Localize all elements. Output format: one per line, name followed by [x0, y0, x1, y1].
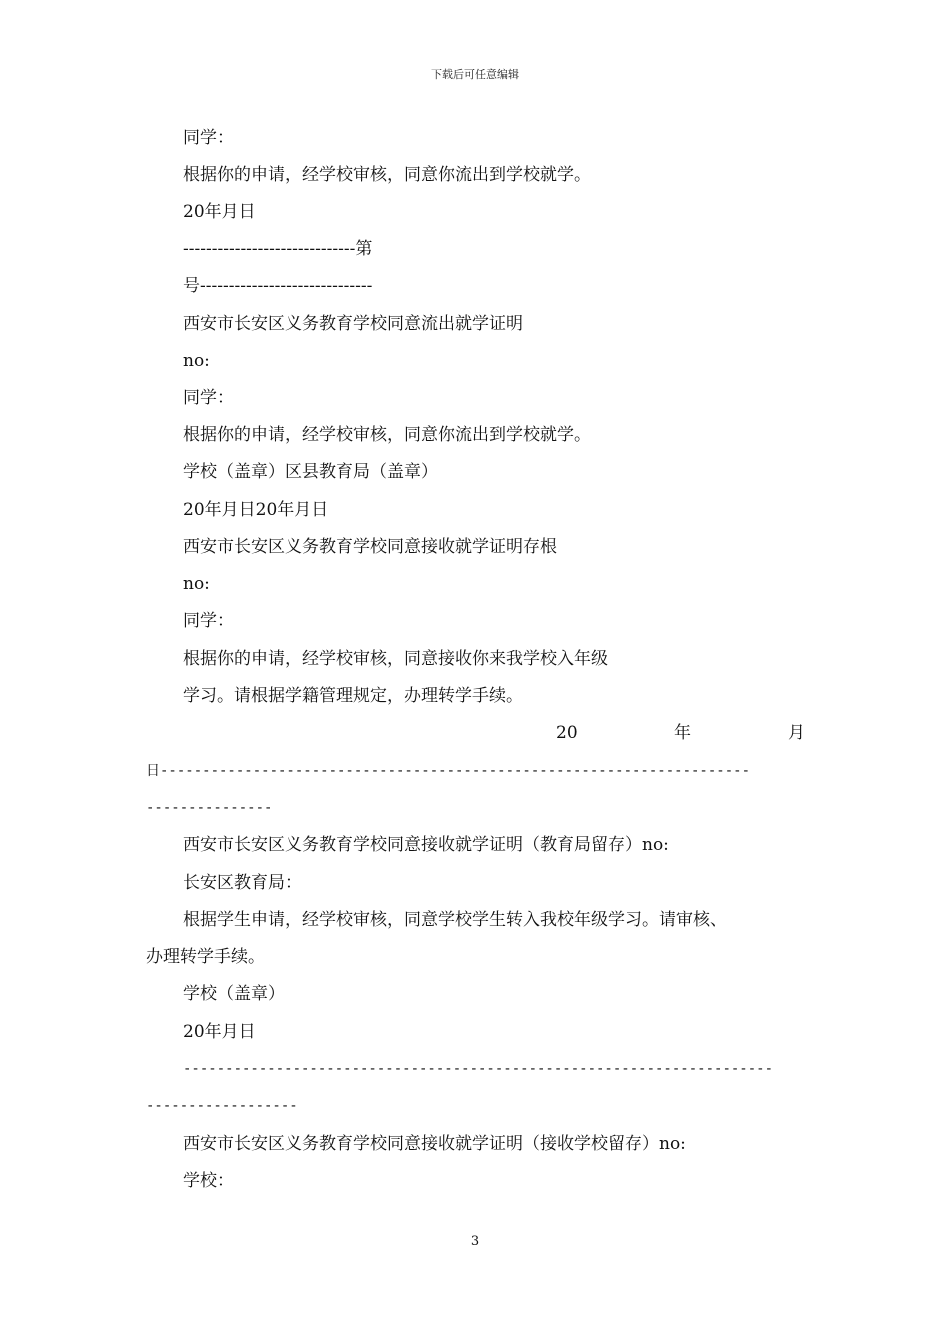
form-number: no: [183, 574, 210, 594]
text-line: 根据你的申请，经学校审核，同意你流出到学校就学。 [183, 425, 591, 445]
text-line: 学习。请根据学籍管理规定，办理转学手续。 [183, 686, 523, 706]
signature-line: 学校（盖章）区县教育局（盖章） [183, 462, 438, 482]
dash-line: 号------------------------------ [183, 276, 373, 296]
date-year: 年 [674, 723, 691, 743]
dash-line: ------------------------------第 [183, 239, 373, 259]
form-title: 西安市长安区义务教育学校同意接收就学证明（教育局留存）no: [183, 835, 669, 855]
text-line: 根据你的申请，经学校审核，同意你流出到学校就学。 [183, 165, 591, 185]
text-line: 学校： [183, 1171, 234, 1191]
page-header: 下载后可任意编辑 [431, 68, 519, 81]
text-line: 同学： [183, 388, 234, 408]
dash-line: --------------- [146, 800, 273, 816]
form-number: no: [183, 351, 210, 371]
form-title: 西安市长安区义务教育学校同意接收就学证明存根 [183, 537, 557, 557]
text-line: 根据学生申请，经学校审核，同意学校学生转入我校年级学习。请审核、 [183, 910, 727, 930]
dash-line: ------------------ [146, 1098, 298, 1114]
form-title: 西安市长安区义务教育学校同意流出就学证明 [183, 314, 523, 334]
text-line: 长安区教育局： [183, 873, 302, 893]
dash-line: 日---------------------------------------------------------------------- [146, 763, 751, 779]
signature-line: 学校（盖章） [183, 984, 285, 1004]
text-line: 20年月日 [183, 202, 256, 222]
date-year-number: 20 [556, 723, 578, 743]
form-title: 西安市长安区义务教育学校同意接收就学证明（接收学校留存）no: [183, 1134, 686, 1154]
text-line: 同学： [183, 611, 234, 631]
dash-line: ---------------------------------------------------------------------- [183, 1061, 774, 1077]
page-number: 3 [470, 1234, 480, 1249]
date-line: 20年月日20年月日 [183, 500, 329, 520]
date-month: 月 [788, 723, 805, 743]
date-line: 20年月日 [183, 1022, 256, 1042]
text-line: 办理转学手续。 [146, 947, 265, 967]
text-line: 根据你的申请，经学校审核，同意接收你来我学校入年级 [183, 649, 608, 669]
text-line: 同学： [183, 128, 234, 148]
